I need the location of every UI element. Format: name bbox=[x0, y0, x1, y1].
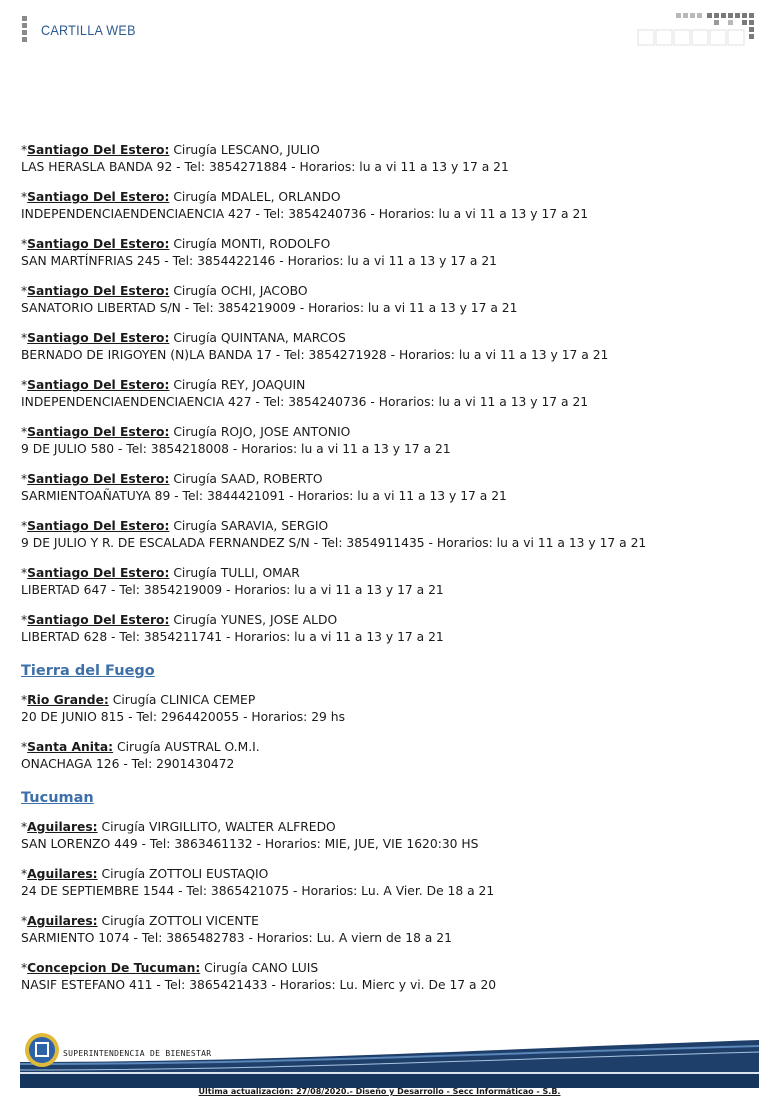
entry-location[interactable]: Santiago Del Estero: bbox=[27, 190, 170, 204]
entry-details: NASIF ESTEFANO 411 - Tel: 3865421433 - Horarios: Lu. Mierc y vi. De 17 a 20 bbox=[21, 978, 497, 992]
entry-location[interactable]: Santiago Del Estero: bbox=[27, 143, 170, 157]
entry-specialty: Cirugía ZOTTOLI VICENTE bbox=[101, 914, 259, 928]
header-pixel-decoration bbox=[636, 10, 756, 50]
entry-details: INDEPENDENCIAENDENCIAENCIA 427 - Tel: 3854240736 - Horarios: lu a vi 11 a 13 y 17 a 21 bbox=[21, 395, 589, 409]
entry-location[interactable]: Santiago Del Estero: bbox=[27, 331, 170, 345]
entry-specialty: Cirugía QUINTANA, MARCOS bbox=[173, 331, 346, 345]
provider-entry: *Santiago Del Estero: Cirugía TULLI, OMAR LIBERTAD 647 - Tel: 3854219009 - Horarios: lu a vi 11 a 13 y 17 a 21 bbox=[21, 565, 751, 599]
provider-entry: *Santiago Del Estero: Cirugía LESCANO, JULIO LAS HERASLA BANDA 92 - Tel: 3854271884 - Horarios: lu a vi 11 a 13 y 17 a 21 bbox=[21, 142, 751, 176]
entry-location[interactable]: Rio Grande: bbox=[27, 693, 109, 707]
entry-details: 20 DE JUNIO 815 - Tel: 2964420055 - Horarios: 29 hs bbox=[21, 710, 345, 724]
entry-specialty: Cirugía SARAVIA, SERGIO bbox=[173, 519, 329, 533]
provider-entry: *Santiago Del Estero: Cirugía MONTI, RODOLFO SAN MARTÍNFRIAS 245 - Tel: 3854422146 - Horarios: lu a vi 11 a 13 y 17 a 21 bbox=[21, 236, 751, 270]
entry-specialty: Cirugía AUSTRAL O.M.I. bbox=[117, 740, 260, 754]
entry-details: INDEPENDENCIAENDENCIAENCIA 427 - Tel: 3854240736 - Horarios: lu a vi 11 a 13 y 17 a 21 bbox=[21, 207, 589, 221]
entry-details: LIBERTAD 647 - Tel: 3854219009 - Horarios: lu a vi 11 a 13 y 17 a 21 bbox=[21, 583, 444, 597]
entry-specialty: Cirugía TULLI, OMAR bbox=[173, 566, 300, 580]
entry-location[interactable]: Santiago Del Estero: bbox=[27, 425, 170, 439]
footer-brand: SUPERINTENDENCIA DE BIENESTAR bbox=[63, 1049, 212, 1058]
section-title-tucuman[interactable]: Tucuman bbox=[21, 790, 94, 806]
logo-emblem-icon bbox=[24, 1032, 60, 1068]
entry-details: 9 DE JULIO Y R. DE ESCALADA FERNANDEZ S/N - Tel: 3854911435 - Horarios: lu a vi 11 a 13 y 17 a 21 bbox=[21, 536, 647, 550]
entry-location[interactable]: Santiago Del Estero: bbox=[27, 519, 170, 533]
entry-details: BERNADO DE IRIGOYEN (N)LA BANDA 17 - Tel: 3854271928 - Horarios: lu a vi 11 a 13 y 17 a 21 bbox=[21, 348, 609, 362]
entry-specialty: Cirugía REY, JOAQUIN bbox=[173, 378, 306, 392]
provider-entry: *Santiago Del Estero: Cirugía SARAVIA, SERGIO 9 DE JULIO Y R. DE ESCALADA FERNANDEZ S/N - Tel: 3854911435 - Horarios: lu a vi 11 a 13 y 17 a 21 bbox=[21, 518, 751, 552]
entry-details: SAN LORENZO 449 - Tel: 3863461132 - Horarios: MIE, JUE, VIE 1620:30 HS bbox=[21, 837, 479, 851]
entry-location[interactable]: Santiago Del Estero: bbox=[27, 284, 170, 298]
footer-update-text: Ultima actualización: 27/08/2020.- Diseño y Desarrollo - Secc Informáticao - S.B. bbox=[198, 1087, 561, 1096]
provider-entry: *Santiago Del Estero: Cirugía MDALEL, ORLANDO INDEPENDENCIAENDENCIAENCIA 427 - Tel: 3854240736 - Horarios: lu a vi 11 a 13 y 17 a 21 bbox=[21, 189, 751, 223]
provider-entry: *Santiago Del Estero: Cirugía SAAD, ROBERTO SARMIENTOAÑATUYA 89 - Tel: 3844421091 - Horarios: lu a vi 11 a 13 y 17 a 21 bbox=[21, 471, 751, 505]
entry-specialty: Cirugía LESCANO, JULIO bbox=[173, 143, 320, 157]
entry-location[interactable]: Aguilares: bbox=[27, 867, 98, 881]
entry-location[interactable]: Santiago Del Estero: bbox=[27, 378, 170, 392]
page-title: CARTILLA WEB bbox=[41, 22, 136, 38]
provider-entry: *Santiago Del Estero: Cirugía QUINTANA, MARCOS BERNADO DE IRIGOYEN (N)LA BANDA 17 - Tel: 3854271928 - Horarios: lu a vi 11 a 13 y 17 a 21 bbox=[21, 330, 751, 364]
provider-entry: *Aguilares: Cirugía ZOTTOLI VICENTE SARMIENTO 1074 - Tel: 3865482783 - Horarios: Lu. A viern de 18 a 21 bbox=[21, 913, 751, 947]
entry-location[interactable]: Santiago Del Estero: bbox=[27, 613, 170, 627]
entry-location[interactable]: Aguilares: bbox=[27, 820, 98, 834]
entry-group-santiago bbox=[21, 142, 751, 646]
entry-details: LAS HERASLA BANDA 92 - Tel: 3854271884 - Horarios: lu a vi 11 a 13 y 17 a 21 bbox=[21, 160, 509, 174]
entry-group-tierra-del-fuego bbox=[21, 692, 751, 773]
entry-location[interactable]: Santiago Del Estero: bbox=[27, 566, 170, 580]
section-title-tierra-del-fuego[interactable]: Tierra del Fuego bbox=[21, 663, 155, 679]
entry-location[interactable]: Aguilares: bbox=[27, 914, 98, 928]
entry-location[interactable]: Santiago Del Estero: bbox=[27, 472, 170, 486]
directory-content bbox=[21, 142, 751, 1007]
entry-specialty: Cirugía CANO LUIS bbox=[204, 961, 319, 975]
provider-entry: *Santiago Del Estero: Cirugía OCHI, JACOBO SANATORIO LIBERTAD S/N - Tel: 3854219009 - Horarios: lu a vi 11 a 13 y 17 a 21 bbox=[21, 283, 751, 317]
entry-specialty: Cirugía VIRGILLITO, WALTER ALFREDO bbox=[101, 820, 336, 834]
provider-entry: *Concepcion De Tucuman: Cirugía CANO LUIS NASIF ESTEFANO 411 - Tel: 3865421433 - Horarios: Lu. Mierc y vi. De 17 a 20 bbox=[21, 960, 751, 994]
header-accent-bar bbox=[22, 16, 28, 46]
provider-entry: *Aguilares: Cirugía VIRGILLITO, WALTER ALFREDO SAN LORENZO 449 - Tel: 3863461132 - Horarios: MIE, JUE, VIE 1620:30 HS bbox=[21, 819, 751, 853]
entry-specialty: Cirugía MONTI, RODOLFO bbox=[173, 237, 331, 251]
entry-details: 24 DE SEPTIEMBRE 1544 - Tel: 3865421075 - Horarios: Lu. A Vier. De 18 a 21 bbox=[21, 884, 495, 898]
footer-banner bbox=[20, 1030, 759, 1088]
provider-entry: *Aguilares: Cirugía ZOTTOLI EUSTAQIO 24 DE SEPTIEMBRE 1544 - Tel: 3865421075 - Horarios: Lu. A Vier. De 18 a 21 bbox=[21, 866, 751, 900]
entry-details: SARMIENTO 1074 - Tel: 3865482783 - Horarios: Lu. A viern de 18 a 21 bbox=[21, 931, 452, 945]
entry-group-tucuman bbox=[21, 819, 751, 994]
entry-details: SAN MARTÍNFRIAS 245 - Tel: 3854422146 - Horarios: lu a vi 11 a 13 y 17 a 21 bbox=[21, 254, 497, 268]
entry-details: LIBERTAD 628 - Tel: 3854211741 - Horarios: lu a vi 11 a 13 y 17 a 21 bbox=[21, 630, 444, 644]
entry-details: ONACHAGA 126 - Tel: 2901430472 bbox=[21, 757, 235, 771]
provider-entry: *Rio Grande: Cirugía CLINICA CEMEP 20 DE JUNIO 815 - Tel: 2964420055 - Horarios: 29 hs bbox=[21, 692, 751, 726]
provider-entry: *Santiago Del Estero: Cirugía REY, JOAQUIN INDEPENDENCIAENDENCIAENCIA 427 - Tel: 3854240736 - Horarios: lu a vi 11 a 13 y 17 a 21 bbox=[21, 377, 751, 411]
entry-specialty: Cirugía SAAD, ROBERTO bbox=[173, 472, 323, 486]
entry-details: SANATORIO LIBERTAD S/N - Tel: 3854219009 - Horarios: lu a vi 11 a 13 y 17 a 21 bbox=[21, 301, 518, 315]
entry-location[interactable]: Santiago Del Estero: bbox=[27, 237, 170, 251]
provider-entry: *Santa Anita: Cirugía AUSTRAL O.M.I. ONACHAGA 126 - Tel: 2901430472 bbox=[21, 739, 751, 773]
entry-specialty: Cirugía ROJO, JOSE ANTONIO bbox=[173, 425, 351, 439]
entry-specialty: Cirugía MDALEL, ORLANDO bbox=[173, 190, 341, 204]
entry-specialty: Cirugía ZOTTOLI EUSTAQIO bbox=[101, 867, 269, 881]
entry-details: SARMIENTOAÑATUYA 89 - Tel: 3844421091 - Horarios: lu a vi 11 a 13 y 17 a 21 bbox=[21, 489, 507, 503]
provider-entry: *Santiago Del Estero: Cirugía ROJO, JOSE ANTONIO 9 DE JULIO 580 - Tel: 3854218008 - Horarios: lu a vi 11 a 13 y 17 a 21 bbox=[21, 424, 751, 458]
entry-specialty: Cirugía CLINICA CEMEP bbox=[112, 693, 256, 707]
entry-location[interactable]: Concepcion De Tucuman: bbox=[27, 961, 201, 975]
entry-location[interactable]: Santa Anita: bbox=[27, 740, 114, 754]
entry-specialty: Cirugía YUNES, JOSE ALDO bbox=[173, 613, 338, 627]
provider-entry: *Santiago Del Estero: Cirugía YUNES, JOSE ALDO LIBERTAD 628 - Tel: 3854211741 - Horarios: lu a vi 11 a 13 y 17 a 21 bbox=[21, 612, 751, 646]
entry-details: 9 DE JULIO 580 - Tel: 3854218008 - Horarios: lu a vi 11 a 13 y 17 a 21 bbox=[21, 442, 451, 456]
entry-specialty: Cirugía OCHI, JACOBO bbox=[173, 284, 308, 298]
